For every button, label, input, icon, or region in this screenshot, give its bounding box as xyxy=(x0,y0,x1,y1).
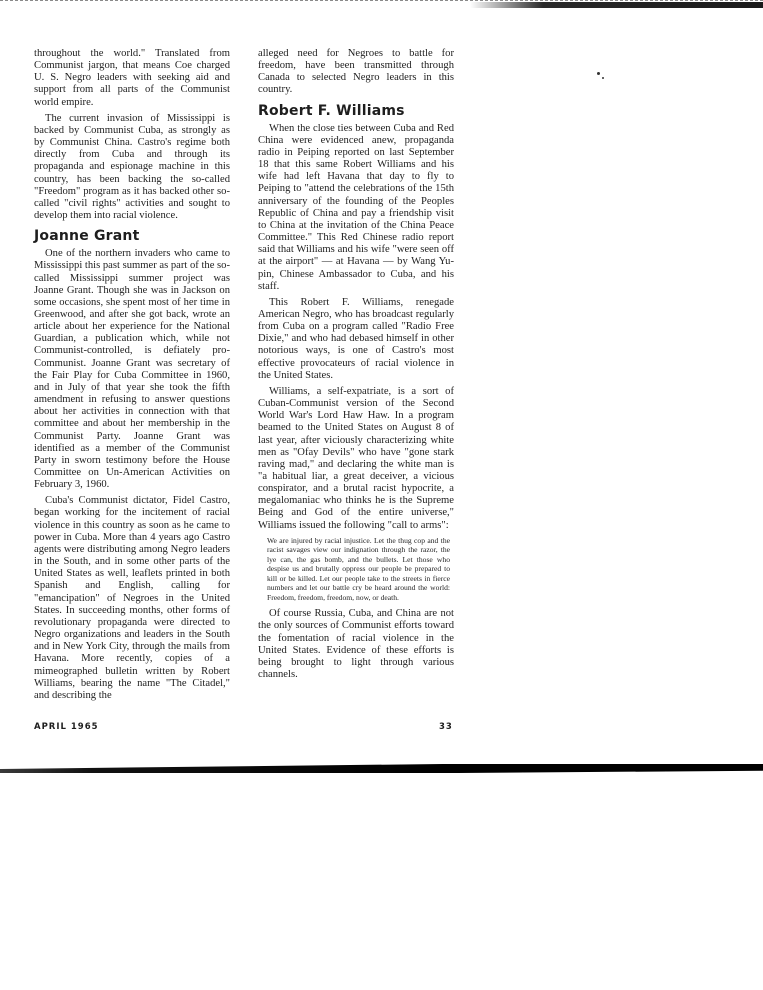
section-heading: Robert F. Williams xyxy=(258,102,405,119)
left-column xyxy=(34,48,230,706)
scan-speck xyxy=(602,77,604,79)
block-quote: We are injured by racial injustice. Let the thug cop and the racist savages view our indignation through the razor, the lye can, the gas bomb, and the bullets. Let those who despise us and brutally oppress our people be prepared to kill or be killed. Let our people take to the streets in fierce numbers and let our battle cry be heard around the world: Freedom, freedom, freedom, now, or death. xyxy=(267,535,450,602)
footer-date: APRIL 1965 xyxy=(34,722,99,732)
scan-speck xyxy=(597,72,600,75)
paragraph: Of course Russia, Cuba, and China are not the only sources of Communist efforts toward the fomentation of racial violence in the United States. Evidence of these efforts is being brought to light through various channels. xyxy=(258,608,454,681)
paragraph: One of the northern invaders who came to Mississippi this past summer as part of the so-called Mississippi summer project was Joanne Grant. Though she was in Jackson on some occasions, she spent most of her time in Greenwood, and after she got back, wrote an article about her experience for the National Guardian, a publication which, while not Communist-controlled, is defiately pro-Communist. Joanne Grant was secretary of the Fair Play for Cuba Committee in 1960, and in July of that year she took the fifth amendment in refusing to answer questions about her activities in connection with that committee and about her membership in the Communist Party. Joanne Grant was identified as a member of the Communist Party in sworn testimony before the House Committee on Un-American Activities on February 3, 1960. xyxy=(34,248,230,491)
paragraph: Cuba's Communist dictator, Fidel Castro, began working for the incitement of racial violence in this country as soon as he came to power in Cuba. More than 4 years ago Castro agents were distributing among Negro leaders in the South, and in some other parts of the United States as well, leaflets printed in both Spanish and English, calling for "emancipation" of Negroes in the United States. In succeeding months, other forms of revolutionary propaganda were directed to Negro organizations and leaders in the South and in New York City, through the mails from Havana. More recently, copies of a mimeographed bulletin written by Robert Williams, bearing the name "The Citadel," and describing the xyxy=(34,495,230,701)
paragraph: alleged need for Negroes to battle for freedom, have been transmitted through Canada to selected Negro leaders in this country. xyxy=(258,48,454,96)
paragraph: Williams, a self-expatriate, is a sort of Cuban-Communist version of the Second World War's Lord Haw Haw. In a program beamed to the United States on August 8 of last year, after viciously characterizing white men as "Ofay Devils" who have "gone stark raving mad," and declaring the white man is "a habitual liar, a great deceiver, a vicious conspirator, and a brutal racist hypocrite, a megalomaniac who thinks he is the Supreme Being and God of the entire universe," Williams issued the following "call to arms": xyxy=(258,385,454,531)
scan-shadow-bottom xyxy=(0,764,763,773)
right-column xyxy=(258,48,454,685)
paragraph: throughout the world." Translated from Communist jargon, that means Coe charged U. S. Negro leaders with seeking aid and support from all parts of the Communist world empire. xyxy=(34,48,230,108)
paragraph: When the close ties between Cuba and Red China were evidenced anew, propaganda radio in Peiping reported on last September 18 that this same Robert Williams and his wife had left Havana that day to fly to Peiping to "attend the celebrations of the 15th anniversary of the founding of the Peoples Republic of China and pay a friendship visit to China at the invitation of the China Peace Committee." This Red Chinese radio report said that Williams and his wife "were seen off at the airport" — at Havana — by Wang Yu-pin, Chinese Ambassador to Cuba, and his staff. xyxy=(258,122,454,292)
paragraph: The current invasion of Mississippi is backed by Communist Cuba, as strongly as by Communist China. Castro's regime both directly from Cuba and through its propaganda and espionage machine in this country, has been backing the so-called "Freedom" program as it has backed other so-called "civil rights" activities and sought to develop them into racial violence. xyxy=(34,112,230,222)
paragraph: This Robert F. Williams, renegade American Negro, who has broadcast regularly from Cuba on a program called "Radio Free Dixie," and who had debased himself in other notorious ways, is one of Castro's most effective provocateurs of racial violence in the United States. xyxy=(258,296,454,381)
scan-shadow-top xyxy=(470,2,763,8)
page-number: 33 xyxy=(439,722,453,732)
section-heading: Joanne Grant xyxy=(34,228,140,245)
